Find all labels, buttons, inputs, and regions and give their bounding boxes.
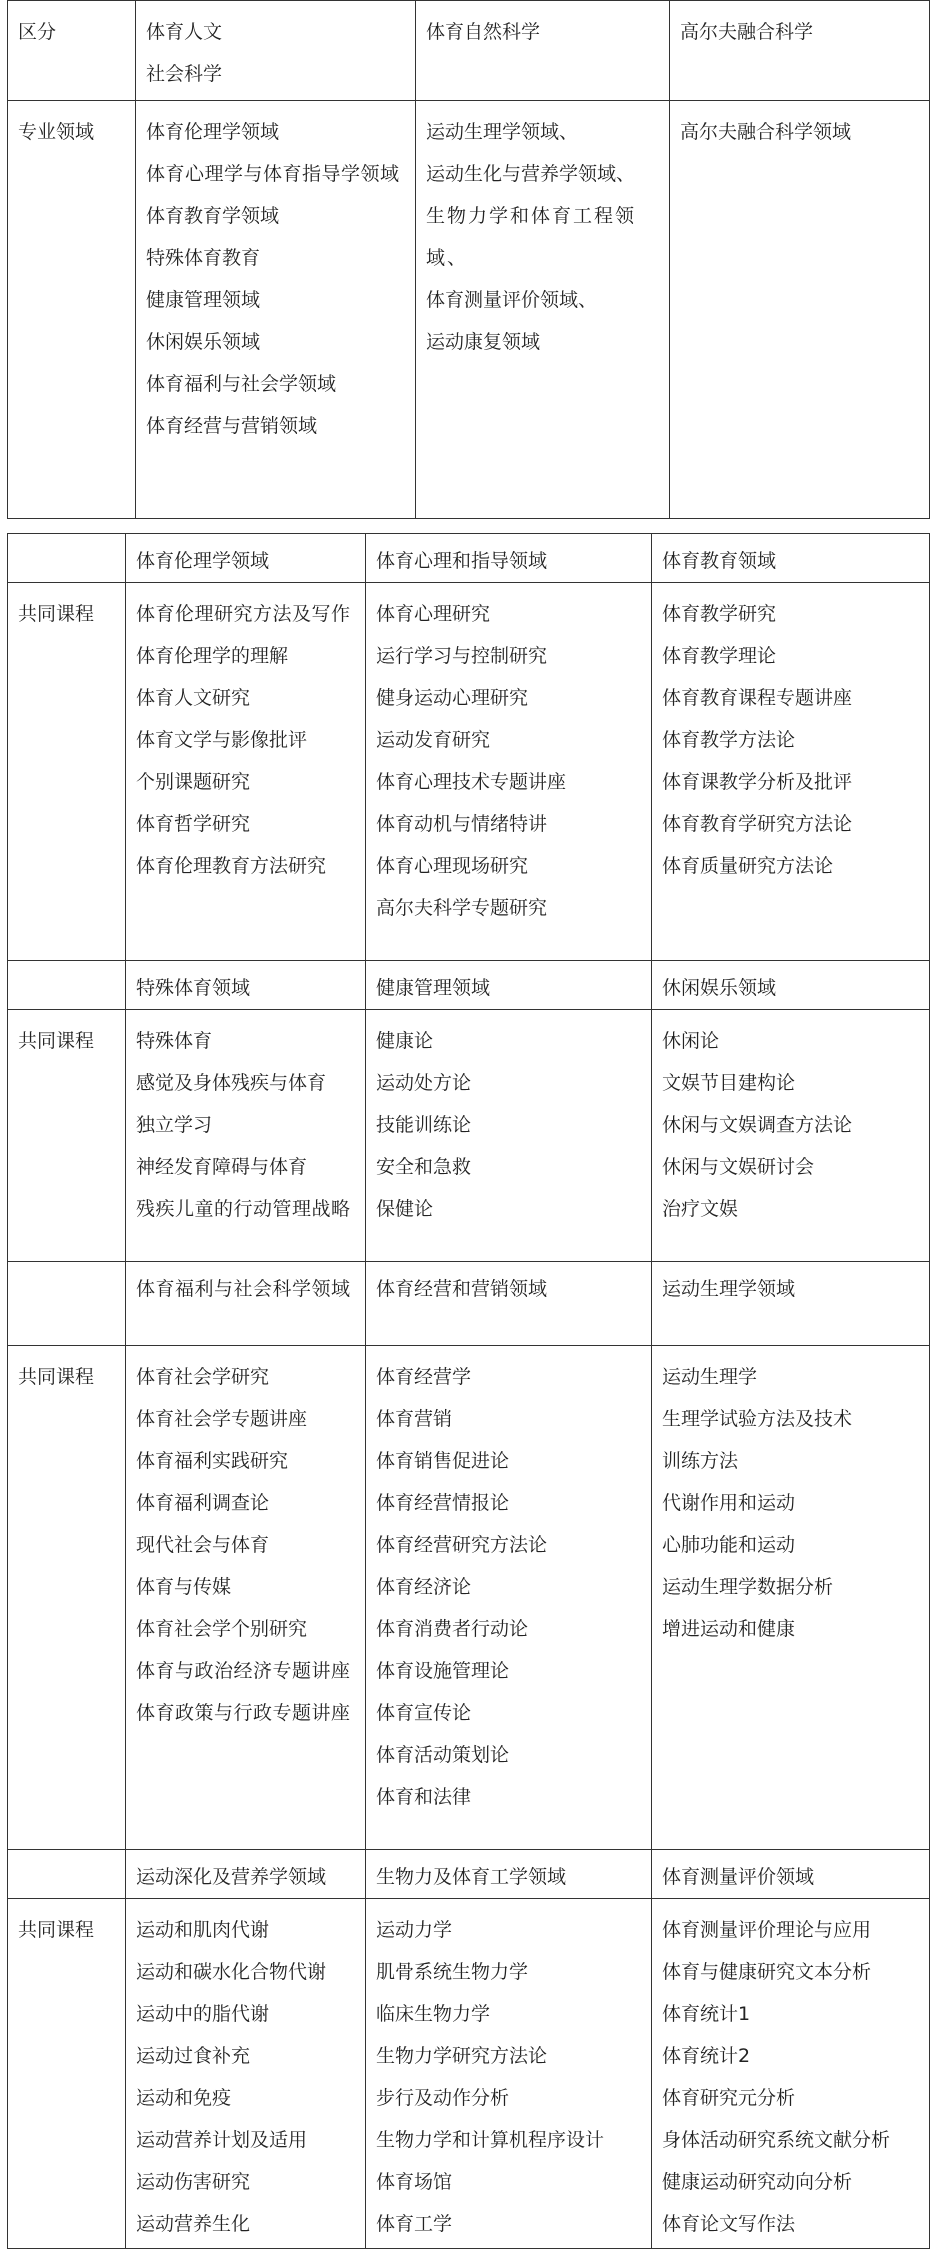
course-row (8, 1010, 930, 1262)
course-item: 体育伦理教育方法研究 (136, 855, 327, 877)
course-item: 体育和法律 (376, 1786, 472, 1808)
course-item: 健康运动研究动向分析 (662, 2171, 853, 2193)
course-item: 感觉及身体残疾与体育 (136, 1072, 327, 1094)
course-item: 步行及动作分析 (376, 2087, 510, 2109)
row-label-cell (8, 1899, 126, 2249)
section-header-cell (366, 1850, 652, 1899)
section-header-cell (652, 961, 930, 1010)
course-list-cell (126, 1346, 366, 1850)
section-header-row (8, 961, 930, 1010)
course-item: 体育教育学研究方法论 (662, 813, 853, 835)
domain-item: 体育心理学与体育指导学领域 (146, 163, 400, 185)
course-item: 保健论 (376, 1198, 434, 1220)
section-header-cell (366, 961, 652, 1010)
course-item: 运动力学 (376, 1919, 453, 1941)
course-item: 身体活动研究系统文献分析 (662, 2129, 891, 2151)
section-header-cell (652, 1850, 930, 1899)
course-item: 神经发育障碍与体育 (136, 1156, 308, 1178)
section-header-cell (366, 1262, 652, 1346)
course-list-cell (652, 1010, 930, 1262)
section-header-cell (126, 1262, 366, 1346)
empty-cell (8, 1850, 126, 1899)
domain-item: 特殊体育教育 (146, 247, 261, 269)
header-text: 高尔夫融合科学 (680, 21, 814, 43)
section-header-row (8, 534, 930, 583)
empty-cell (8, 961, 126, 1010)
course-item: 体育场馆 (376, 2171, 453, 2193)
course-item: 体育经营情报论 (376, 1492, 510, 1514)
course-item: 体育与健康研究文本分析 (662, 1961, 872, 1983)
course-list-cell (126, 1010, 366, 1262)
row-label: 共同课程 (18, 1919, 95, 1941)
domains-body-row (8, 101, 930, 519)
course-item: 临床生物力学 (376, 2003, 491, 2025)
section-header: 体育伦理学领域 (136, 550, 270, 572)
domain-item: 体育教育学领域 (146, 205, 280, 227)
section-header-cell (652, 534, 930, 583)
course-item: 技能训练论 (376, 1114, 472, 1136)
section-header-cell (126, 1850, 366, 1899)
course-item: 体育研究元分析 (662, 2087, 796, 2109)
course-item: 体育人文研究 (136, 687, 251, 709)
course-item: 运动和碳水化合物代谢 (136, 1961, 327, 1983)
domain-item: 生物力学和体育工程领域、 (426, 205, 637, 269)
row-label: 共同课程 (18, 1366, 95, 1388)
course-item: 体育教学方法论 (662, 729, 796, 751)
section-header-cell (126, 534, 366, 583)
header-text: 社会科学 (146, 63, 223, 85)
header-label: 区分 (18, 21, 57, 43)
course-item: 体育论文写作法 (662, 2213, 796, 2235)
course-item: 运行学习与控制研究 (376, 645, 548, 667)
course-item: 体育经营学 (376, 1366, 472, 1388)
course-item: 体育动机与情绪特讲 (376, 813, 548, 835)
course-item: 生物力学和计算机程序设计 (376, 2129, 605, 2151)
course-item: 休闲与文娱研讨会 (662, 1156, 815, 1178)
course-item: 独立学习 (136, 1114, 213, 1136)
course-item: 体育政策与行政专题讲座 (136, 1702, 351, 1724)
domain-item: 健康管理领域 (146, 289, 261, 311)
row-label-cell (8, 1010, 126, 1262)
domain-list-cell (416, 101, 670, 519)
section-header-cell (126, 961, 366, 1010)
course-item: 运动生理学 (662, 1366, 758, 1388)
header-cell (670, 1, 930, 101)
course-item: 体育教育课程专题讲座 (662, 687, 853, 709)
domains-table (7, 0, 930, 519)
row-label: 共同课程 (18, 603, 95, 625)
course-item: 体育活动策划论 (376, 1744, 510, 1766)
course-row (8, 583, 930, 961)
course-list-cell (366, 1899, 652, 2249)
course-item: 健康论 (376, 1030, 434, 1052)
course-list-cell (652, 1346, 930, 1850)
domain-item: 高尔夫融合科学领域 (680, 121, 852, 143)
course-item: 体育销售促进论 (376, 1450, 510, 1472)
domain-item: 运动生理学领域、 (426, 121, 579, 143)
domain-item: 休闲娱乐领域 (146, 331, 261, 353)
course-item: 体育教学理论 (662, 645, 777, 667)
course-item: 运动中的脂代谢 (136, 2003, 270, 2025)
domain-list-cell (136, 101, 416, 519)
course-item: 运动发育研究 (376, 729, 491, 751)
course-item: 体育心理现场研究 (376, 855, 529, 877)
header-cell (416, 1, 670, 101)
row-label-cell (8, 583, 126, 961)
section-header: 运动深化及营养学领域 (136, 1866, 327, 1888)
course-item: 训练方法 (662, 1450, 739, 1472)
empty-cell (8, 1262, 126, 1346)
domain-list-cell (670, 101, 930, 519)
course-row (8, 1899, 930, 2249)
course-item: 生理学试验方法及技术 (662, 1408, 853, 1430)
course-item: 运动过食补充 (136, 2045, 251, 2067)
course-item: 运动生理学数据分析 (662, 1576, 834, 1598)
section-header-cell (366, 534, 652, 583)
row-label: 共同课程 (18, 1030, 95, 1052)
section-header: 体育福利与社会科学领域 (136, 1278, 351, 1300)
course-item: 文娱节目建构论 (662, 1072, 796, 1094)
course-item: 健身运动心理研究 (376, 687, 529, 709)
section-header: 健康管理领域 (376, 977, 491, 999)
course-item: 运动和免疫 (136, 2087, 232, 2109)
domain-item: 运动生化与营养学领域、 (426, 163, 636, 185)
course-item: 体育经济论 (376, 1576, 472, 1598)
course-list-cell (652, 583, 930, 961)
course-item: 体育消费者行动论 (376, 1618, 529, 1640)
course-list-cell (652, 1899, 930, 2249)
course-item: 体育社会学研究 (136, 1366, 270, 1388)
section-header: 运动生理学领域 (662, 1278, 796, 1300)
course-item: 残疾儿童的行动管理战略 (136, 1198, 351, 1220)
course-item: 增进运动和健康 (662, 1618, 796, 1640)
course-item: 体育心理研究 (376, 603, 491, 625)
course-item: 运动处方论 (376, 1072, 472, 1094)
domain-item: 运动康复领域 (426, 331, 541, 353)
course-item: 运动营养计划及适用 (136, 2129, 308, 2151)
course-item: 体育心理技术专题讲座 (376, 771, 567, 793)
course-item: 休闲论 (662, 1030, 720, 1052)
row-label: 专业领域 (18, 121, 95, 143)
course-item: 心肺功能和运动 (662, 1534, 796, 1556)
course-row (8, 1346, 930, 1850)
course-item: 体育文学与影像批评 (136, 729, 308, 751)
course-list-cell (366, 1010, 652, 1262)
course-item: 运动和肌肉代谢 (136, 1919, 270, 1941)
section-header: 生物力及体育工学领域 (376, 1866, 567, 1888)
course-item: 安全和急救 (376, 1156, 472, 1178)
course-item: 体育与政治经济专题讲座 (136, 1660, 351, 1682)
course-list-cell (126, 1899, 366, 2249)
course-item: 体育课教学分析及批评 (662, 771, 853, 793)
course-item: 运动伤害研究 (136, 2171, 251, 2193)
section-header: 休闲娱乐领域 (662, 977, 777, 999)
course-item: 代谢作用和运动 (662, 1492, 796, 1514)
section-header: 体育测量评价领域 (662, 1866, 815, 1888)
section-header: 体育心理和指导领域 (376, 550, 548, 572)
course-list-cell (366, 583, 652, 961)
course-item: 高尔夫科学专题研究 (376, 897, 548, 919)
domain-item: 体育经营与营销领域 (146, 415, 318, 437)
course-item: 现代社会与体育 (136, 1534, 270, 1556)
course-item: 运动营养生化 (136, 2213, 251, 2235)
domain-item: 体育福利与社会学领域 (146, 373, 337, 395)
course-item: 体育统计2 (662, 2045, 751, 2067)
section-header: 特殊体育领域 (136, 977, 251, 999)
section-header: 体育经营和营销领域 (376, 1278, 548, 1300)
course-list-cell (366, 1346, 652, 1850)
course-item: 体育统计1 (662, 2003, 751, 2025)
domain-item: 体育测量评价领域、 (426, 289, 598, 311)
header-cell (136, 1, 416, 101)
row-label-cell (8, 1346, 126, 1850)
courses-table (7, 533, 930, 2249)
course-item: 体育宣传论 (376, 1702, 472, 1724)
domain-item: 体育伦理学领域 (146, 121, 280, 143)
course-item: 体育测量评价理论与应用 (662, 1919, 872, 1941)
course-item: 休闲与文娱调查方法论 (662, 1114, 853, 1136)
course-item: 体育教学研究 (662, 603, 777, 625)
domains-header-row (8, 1, 930, 101)
course-item: 体育设施管理论 (376, 1660, 510, 1682)
course-item: 体育伦理学的理解 (136, 645, 289, 667)
course-item: 肌骨系统生物力学 (376, 1961, 529, 1983)
section-header-cell (652, 1262, 930, 1346)
course-item: 体育社会学个别研究 (136, 1618, 308, 1640)
section-header-row (8, 1262, 930, 1346)
course-item: 体育工学 (376, 2213, 453, 2235)
header-text: 体育自然科学 (426, 21, 541, 43)
row-label-cell (8, 101, 136, 519)
course-item: 体育经营研究方法论 (376, 1534, 548, 1556)
course-item: 体育伦理研究方法及写作 (136, 603, 351, 625)
course-item: 体育质量研究方法论 (662, 855, 834, 877)
course-list-cell (126, 583, 366, 961)
header-label-cell (8, 1, 136, 101)
course-item: 体育营销 (376, 1408, 453, 1430)
course-item: 个别课题研究 (136, 771, 251, 793)
course-item: 治疗文娱 (662, 1198, 739, 1220)
course-item: 体育社会学专题讲座 (136, 1408, 308, 1430)
section-header-row (8, 1850, 930, 1899)
course-item: 体育哲学研究 (136, 813, 251, 835)
course-item: 生物力学研究方法论 (376, 2045, 548, 2067)
course-item: 体育福利调查论 (136, 1492, 270, 1514)
empty-cell (8, 534, 126, 583)
section-header: 体育教育领域 (662, 550, 777, 572)
header-text: 体育人文 (146, 21, 223, 43)
course-item: 特殊体育 (136, 1030, 213, 1052)
course-item: 体育与传媒 (136, 1576, 232, 1598)
course-item: 体育福利实践研究 (136, 1450, 289, 1472)
